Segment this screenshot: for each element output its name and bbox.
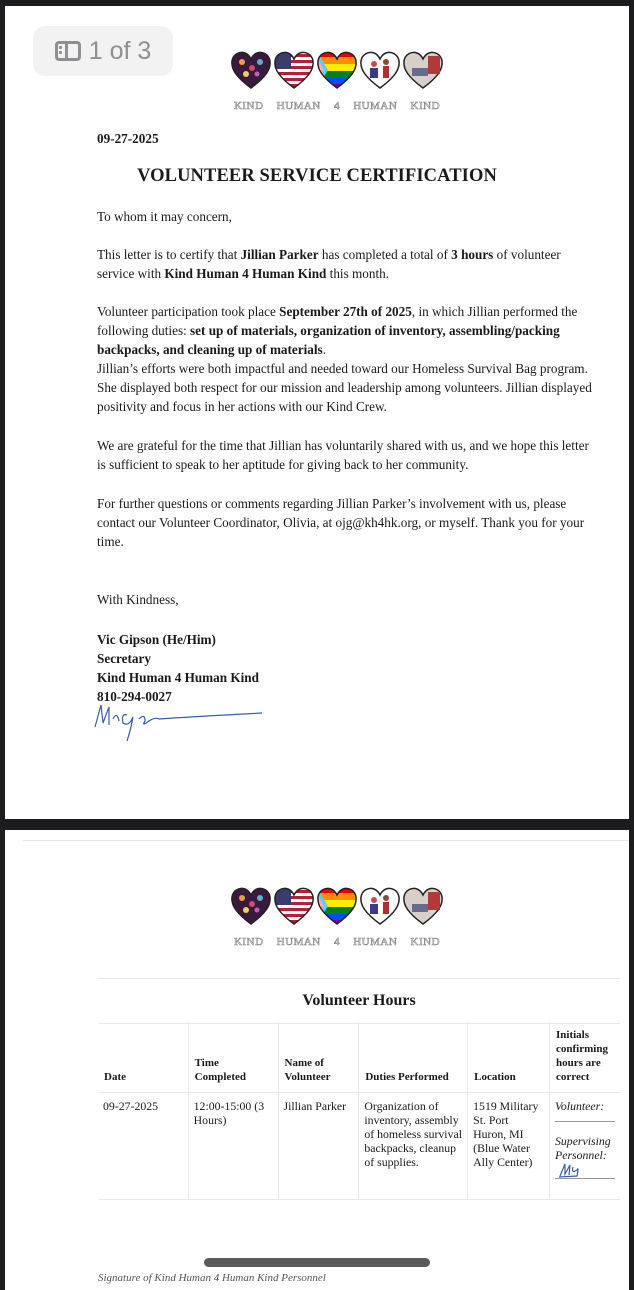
table-header-row [98, 1022, 620, 1093]
service-date: September 27th of 2025 [279, 304, 412, 319]
home-indicator-bar[interactable] [204, 1258, 430, 1267]
signer-role: Secretary [97, 651, 151, 666]
heart-icon [359, 50, 401, 90]
signer-name: Vic Gipson (He/Him) [97, 632, 216, 647]
column-header: Location [468, 1022, 550, 1093]
column-header: Initials confirming hours are correct [550, 1022, 621, 1093]
column-header: Duties Performed [359, 1022, 468, 1093]
volunteer-initials-field[interactable] [555, 1113, 615, 1122]
volunteer-initials-label: Volunteer: [555, 1099, 605, 1113]
signer-block [97, 630, 259, 706]
supervisor-initials-label: Supervising Personnel: [555, 1134, 611, 1162]
cell-location: 1519 Military St. Port Huron, MI (Blue Water Ally Center) [468, 1093, 550, 1200]
heart-icon [316, 50, 358, 90]
organization-name: Kind Human 4 Human Kind [164, 266, 327, 281]
hours-total: 3 hours [451, 247, 494, 262]
duties-list: set up of materials, organization of inventory, assembling/packing backpacks, and cleaning up of materials [97, 323, 560, 357]
signer-phone: 810-294-0027 [97, 689, 172, 704]
column-header: Time Completed [188, 1022, 278, 1093]
heart-icon [402, 886, 444, 926]
volunteer-name: Jillian Parker [240, 247, 319, 262]
organization-logo [229, 886, 445, 966]
heart-icon [273, 50, 315, 90]
supervisor-initials-field[interactable] [555, 1162, 615, 1179]
volunteer-hours-table [98, 1022, 620, 1200]
cell-volunteer-name: Jillian Parker [278, 1093, 359, 1200]
cell-time: 12:00-15:00 (3 Hours) [188, 1093, 278, 1200]
closing: With Kindness, [97, 592, 179, 607]
table-footer-caption: Signature of Kind Human 4 Human Kind Personnel [98, 1272, 326, 1284]
greeting: To whom it may concern, [97, 209, 232, 224]
cell-initials [550, 1093, 621, 1200]
heart-icon [273, 886, 315, 926]
signer-organization: Kind Human 4 Human Kind [97, 670, 259, 685]
heart-icon [230, 50, 272, 90]
letter-title: VOLUNTEER SERVICE CERTIFICATION [137, 166, 497, 186]
paragraph-certification: This letter is to certify that Jillian Parker has completed a total of 3 hours of volunteer service with Kind Human 4 Human Kind this month. [97, 247, 561, 281]
paragraph-duties: Volunteer participation took place September 27th of 2025, in which Jillian performed the following duties: set up of materials, organization of inventory, assembling/packing backpacks, and cleaning up of materials. Jillian’s efforts were both impactful and needed toward our Homeless Survival Bag program. She displayed both respect for our mission and leadership among volunteers. Jillian displayed positivity and focus in her actions with our Kind Crew. [97, 304, 592, 414]
paragraph-contact: For further questions or comments regarding Jillian Parker’s involvement with us, please contact our Volunteer Coordinator, Olivia, at ojg@kh4hk.org, or myself. Thank you for your time. [97, 496, 585, 549]
table-row [98, 1093, 620, 1200]
document-page-1 [5, 6, 629, 819]
heart-icon [316, 886, 358, 926]
divider [23, 840, 629, 841]
page-indicator[interactable] [33, 26, 173, 76]
letter-date: 09-27-2025 [97, 131, 159, 146]
heart-icon [359, 886, 401, 926]
heart-icon [230, 886, 272, 926]
handwritten-signature [87, 699, 267, 749]
sidebar-icon [55, 41, 81, 61]
cell-date: 09-27-2025 [98, 1093, 188, 1200]
handwritten-initials [557, 1162, 587, 1178]
document-page-2 [5, 830, 629, 1290]
page-indicator-text: 1 of 3 [88, 36, 152, 65]
column-header: Name of Volunteer [278, 1022, 359, 1093]
cell-duties: Organization of inventory, assembly of homeless survival backpacks, cleanup of supplies. [359, 1093, 468, 1200]
paragraph-gratitude: We are grateful for the time that Jillian has voluntarily shared with us, and we hope this letter is sufficient to speak to her aptitude for giving back to her community. [97, 438, 589, 472]
logo-text: KIND HUMAN 4 HUMAN KIND [233, 100, 441, 112]
organization-logo [229, 50, 445, 130]
heart-icon [402, 50, 444, 90]
column-header: Date [98, 1022, 188, 1093]
logo-text: KIND HUMAN 4 HUMAN KIND [233, 936, 441, 948]
volunteer-hours-title: Volunteer Hours [98, 978, 620, 1024]
